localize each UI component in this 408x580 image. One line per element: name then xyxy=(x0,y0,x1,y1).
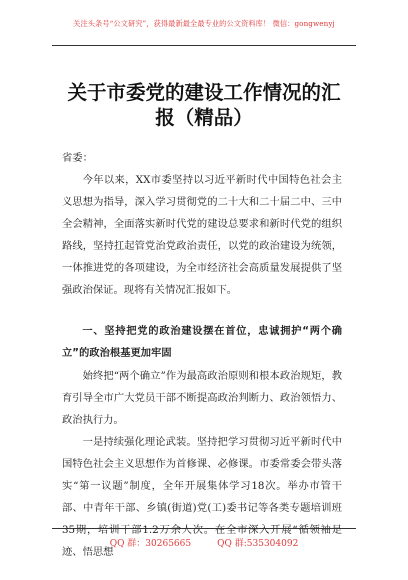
footer-contact xyxy=(0,536,408,549)
salutation: 省委： xyxy=(62,152,93,164)
paragraph-two-establishments: 始终把“两个确立”作为最高政治原则和根本政治规矩，教育引导全市广大党员干部不断提高政治判断力、政治领悟力、政治执行力。 xyxy=(62,370,342,426)
section-heading-1: 一、坚持把党的政治建设摆在首位，忠诚拥护“两个确立”的政治根基更加牢固 xyxy=(62,326,342,359)
qq-group-1: QQ 群：30265665 xyxy=(109,539,192,549)
header-divider xyxy=(52,45,356,46)
paragraph-intro: 今年以来，XX市委坚持以习近平新时代中国特色社会主义思想为指导，深入学习贯彻党的二十大和二十届二中、三中全会精神，全面落实新时代党的建设总要求和新时代党的组织路线，坚持扛起管党治党政治责任，以党的政治建设为统领，一体推进党的各项建设，为全市经济社会高质量发展提供了坚强政治保证。现将有关情况汇报如下。 xyxy=(62,174,342,296)
paragraph-theory-study: 一是持续强化理论武装。坚持把学习贯彻习近平新时代中国特色社会主义思想作为首修课、必修课。市委常委会带头落实“第一议题”制度，全年开展集体学习18次。举办市管干部、中青年干部、乡镇(街道)党(工)委书记等各类专题培训班35期，培训干部1.2万余人次。在全市深入开展“循领袖足迹、悟思想 xyxy=(62,436,342,558)
qq-group-2: QQ 群:535304092 xyxy=(217,539,299,549)
promo-banner: 关注头条号“公文研究”，获得最新最全最专业的公文资料库！ 微信：gongwenyj xyxy=(73,19,335,28)
footer-divider xyxy=(52,528,356,529)
document-title: 关于市委党的建设工作情况的汇报（精品） xyxy=(67,81,341,129)
